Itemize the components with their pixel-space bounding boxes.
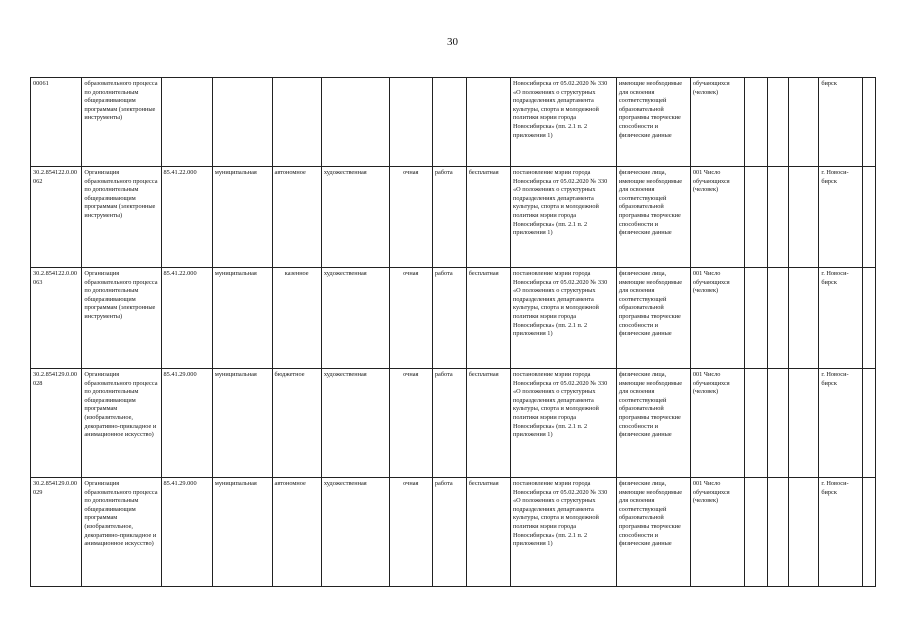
direction: художественная (321, 167, 389, 268)
city: бирск (819, 78, 862, 167)
legal-basis: постановление мэрии города Новосибирска от 05.02.2020 № 330 «О положениях о структурных подразделениях департамента культуры, спорта и молодежной политики мэрии города Новосибирска» (пп. 2.1 п. 2 приложения 1) (511, 268, 617, 369)
payment (466, 78, 510, 167)
okved-code (161, 78, 212, 167)
registry-code: 00061 (31, 78, 82, 167)
direction: художественная (321, 478, 389, 587)
payment: бесплатная (466, 369, 510, 478)
service-name: Организация образовательного процесса по дополнительным общеразвивающим программам (электронные инструменты) (82, 167, 161, 268)
empty-cell (767, 78, 788, 167)
empty-cell (862, 268, 876, 369)
activity-kind: работа (432, 478, 466, 587)
consumer-category: имеющие необходимые для освоения соответствующей образовательной программы творческие способности и физические данные (616, 78, 690, 167)
activity-kind: работа (432, 369, 466, 478)
empty-cell (745, 369, 768, 478)
consumer-category: физические лица, имеющие необходимые для освоения соответствующей образовательной программы творческие способности и физические данные (616, 268, 690, 369)
table-row (31, 167, 876, 268)
table-row (31, 268, 876, 369)
volume-indicator: 001 Число обучающихся (человек) (690, 167, 744, 268)
registry-code: 30.2.854122.0.00062 (31, 167, 82, 268)
ownership: муниципальная (212, 369, 272, 478)
page-number: 30 (447, 36, 458, 48)
service-name: Организация образовательного процесса по дополнительным общеразвивающим программам (изобразительное, декоративно-прикладное и анимационное искусство) (82, 478, 161, 587)
city: г. Новоси-бирск (819, 268, 862, 369)
empty-cell (862, 78, 876, 167)
volume-indicator: обучающихся (человек) (690, 78, 744, 167)
institution-type (272, 78, 321, 167)
empty-cell (788, 478, 819, 587)
empty-cell (788, 78, 819, 167)
registry-code: 30.2.854129.0.00029 (31, 478, 82, 587)
payment: бесплатная (466, 478, 510, 587)
ownership: муниципальная (212, 478, 272, 587)
legal-basis: постановление мэрии города Новосибирска от 05.02.2020 № 330 «О положениях о структурных подразделениях департамента культуры, спорта и молодежной политики мэрии города Новосибирска» (пп. 2.1 п. 2 приложения 1) (511, 369, 617, 478)
service-name: образовательного процесса по дополнительным общеразвивающим программам (электронные инструменты) (82, 78, 161, 167)
empty-cell (745, 268, 768, 369)
empty-cell (788, 167, 819, 268)
ownership (212, 78, 272, 167)
study-form: очная (389, 268, 432, 369)
okved-code: 85.41.29.000 (161, 478, 212, 587)
institution-type: казенное (272, 268, 321, 369)
legal-basis: Новосибирска от 05.02.2020 № 330 «О положениях о структурных подразделениях департамента культуры, спорта и молодежной политики мэрии города Новосибирска» (пп. 2.1 п. 2 приложения 1) (511, 78, 617, 167)
empty-cell (788, 369, 819, 478)
registry-code: 30.2.854129.0.00028 (31, 369, 82, 478)
city: г. Новоси-бирск (819, 369, 862, 478)
consumer-category: физические лица, имеющие необходимые для освоения соответствующей образовательной программы творческие способности и физические данные (616, 478, 690, 587)
service-name: Организация образовательного процесса по дополнительным общеразвивающим программам (электронные инструменты) (82, 268, 161, 369)
ownership: муниципальная (212, 268, 272, 369)
volume-indicator: 001 Число обучающихся (человек) (690, 268, 744, 369)
volume-indicator: 001 Число обучающихся (человек) (690, 478, 744, 587)
consumer-category: физические лица, имеющие необходимые для освоения соответствующей образовательной программы творческие способности и физические данные (616, 369, 690, 478)
direction (321, 78, 389, 167)
activity-kind (432, 78, 466, 167)
table-row (31, 478, 876, 587)
empty-cell (745, 78, 768, 167)
institution-type: автономное (272, 167, 321, 268)
empty-cell (745, 167, 768, 268)
empty-cell (745, 478, 768, 587)
table-row (31, 369, 876, 478)
activity-kind: работа (432, 268, 466, 369)
okved-code: 85.41.29.000 (161, 369, 212, 478)
consumer-category: физические лица, имеющие необходимые для освоения соответствующей образовательной программы творческие способности и физические данные (616, 167, 690, 268)
payment: бесплатная (466, 268, 510, 369)
direction: художественная (321, 268, 389, 369)
volume-indicator: 001 Число обучающихся (человек) (690, 369, 744, 478)
registry-code: 30.2.854122.0.00063 (31, 268, 82, 369)
legal-basis: постановление мэрии города Новосибирска от 05.02.2020 № 330 «О положениях о структурных подразделениях департамента культуры, спорта и молодежной политики мэрии города Новосибирска» (пп. 2.1 п. 2 приложения 1) (511, 167, 617, 268)
empty-cell (767, 478, 788, 587)
service-name: Организация образовательного процесса по дополнительным общеразвивающим программам (изобразительное, декоративно-прикладное и анимационное искусство) (82, 369, 161, 478)
study-form: очная (389, 478, 432, 587)
institution-type: бюджетное (272, 369, 321, 478)
study-form: очная (389, 167, 432, 268)
empty-cell (767, 167, 788, 268)
okved-code: 85.41.22.000 (161, 167, 212, 268)
study-form: очная (389, 369, 432, 478)
city: г. Новоси-бирск (819, 478, 862, 587)
table-row (31, 78, 876, 167)
okved-code: 85.41.22.000 (161, 268, 212, 369)
payment: бесплатная (466, 167, 510, 268)
empty-cell (862, 369, 876, 478)
empty-cell (862, 167, 876, 268)
study-form (389, 78, 432, 167)
services-register-table (30, 77, 876, 587)
ownership: муниципальная (212, 167, 272, 268)
institution-type: автономное (272, 478, 321, 587)
empty-cell (788, 268, 819, 369)
direction: художественная (321, 369, 389, 478)
empty-cell (767, 268, 788, 369)
city: г. Новоси-бирск (819, 167, 862, 268)
empty-cell (862, 478, 876, 587)
empty-cell (767, 369, 788, 478)
activity-kind: работа (432, 167, 466, 268)
legal-basis: постановление мэрии города Новосибирска от 05.02.2020 № 330 «О положениях о структурных подразделениях департамента культуры, спорта и молодежной политики мэрии города Новосибирска» (пп. 2.1 п. 2 приложения 1) (511, 478, 617, 587)
